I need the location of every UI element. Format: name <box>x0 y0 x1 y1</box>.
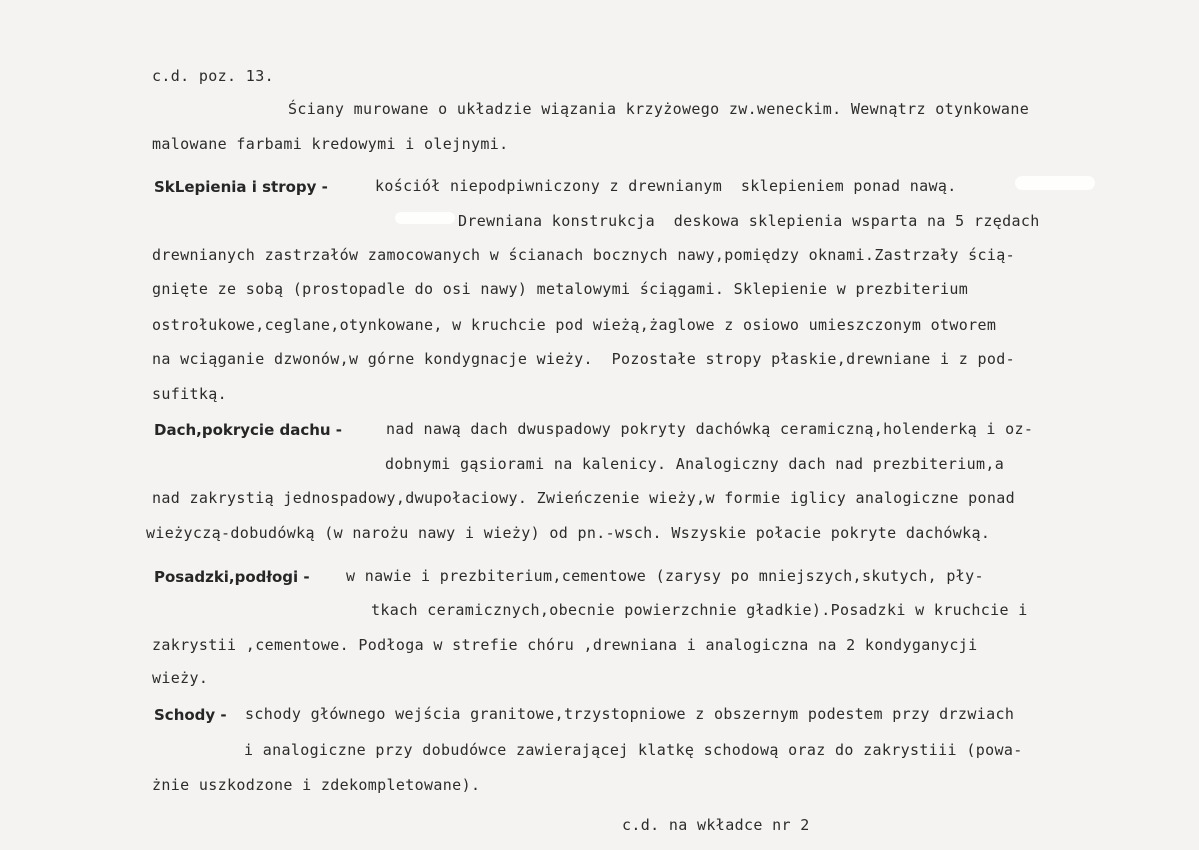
vaults-line-3: drewnianych zastrzałów zamocowanych w ścianach bocznych nawy,pomiędzy oknami.Zastrzały ścią- <box>152 246 1016 264</box>
vaults-line-5: ostrołukowe,ceglane,otynkowane, w kruchcie pod wieżą,żaglowe z osiowo umieszczonym otworem <box>152 316 997 334</box>
vaults-line-2: Drewniana konstrukcja deskowa sklepienia wsparta na 5 rzędach <box>458 212 1040 230</box>
walls-line-2: malowane farbami kredowymi i olejnymi. <box>152 135 509 153</box>
roof-line-2: dobnymi gąsiorami na kalenicy. Analogiczny dach nad prezbiterium,a <box>385 455 1005 473</box>
stairs-line-3: żnie uszkodzone i zdekompletowane). <box>152 776 481 794</box>
vaults-line-1: kościół niepodpiwniczony z drewnianym sklepieniem ponad nawą. <box>375 177 957 195</box>
roof-heading: Dach,pokrycie dachu - <box>154 421 343 439</box>
correction-fluid-mark <box>395 212 455 224</box>
stairs-line-1: schody głównego wejścia granitowe,trzystopniowe z obszernym podestem przy drzwiach <box>245 705 1015 723</box>
roof-line-3: nad zakrystią jednospadowy,dwupołaciowy. Zwieńczenie wieży,w formie iglicy analogiczne ponad <box>152 489 1016 507</box>
correction-fluid-mark <box>1015 176 1095 190</box>
document-footer: c.d. na wkładce nr 2 <box>622 816 810 834</box>
vaults-heading: SkLepienia i stropy - <box>154 178 328 196</box>
floors-line-1: w nawie i prezbiterium,cementowe (zarysy po mniejszych,skutych, pły- <box>346 567 984 585</box>
roof-line-1: nad nawą dach dwuspadowy pokryty dachówką ceramiczną,holenderką i oz- <box>386 420 1034 438</box>
floors-line-3: zakrystii ,cementowe. Podłoga w strefie chóru ,drewniana i analogiczna na 2 kondyganycji <box>152 636 978 654</box>
roof-line-4: wieżyczą-dobudówką (w narożu nawy i wieży) od pn.-wsch. Wszyskie połacie pokryte dachówką. <box>146 524 991 542</box>
floors-line-4: wieży. <box>152 669 209 687</box>
document-header: c.d. poz. 13. <box>152 67 274 85</box>
floors-heading: Posadzki,podłogi - <box>154 568 310 586</box>
vaults-line-7: sufitką. <box>152 385 228 403</box>
floors-line-2: tkach ceramicznych,obecnie powierzchnie gładkie).Posadzki w kruchcie i <box>371 601 1028 619</box>
walls-line-1: Ściany murowane o układzie wiązania krzyżowego zw.weneckim. Wewnątrz otynkowane <box>288 100 1030 118</box>
vaults-line-6: na wciąganie dzwonów,w górne kondygnacje wieży. Pozostałe stropy płaskie,drewniane i z pod- <box>152 350 1016 368</box>
vaults-line-4: gnięte ze sobą (prostopadle do osi nawy) metalowymi ściągami. Sklepienie w prezbiterium <box>152 280 969 298</box>
stairs-line-2: i analogiczne przy dobudówce zawierającej klatkę schodową oraz do zakrystiii (powa- <box>244 741 1023 759</box>
stairs-heading: Schody - <box>154 706 227 724</box>
